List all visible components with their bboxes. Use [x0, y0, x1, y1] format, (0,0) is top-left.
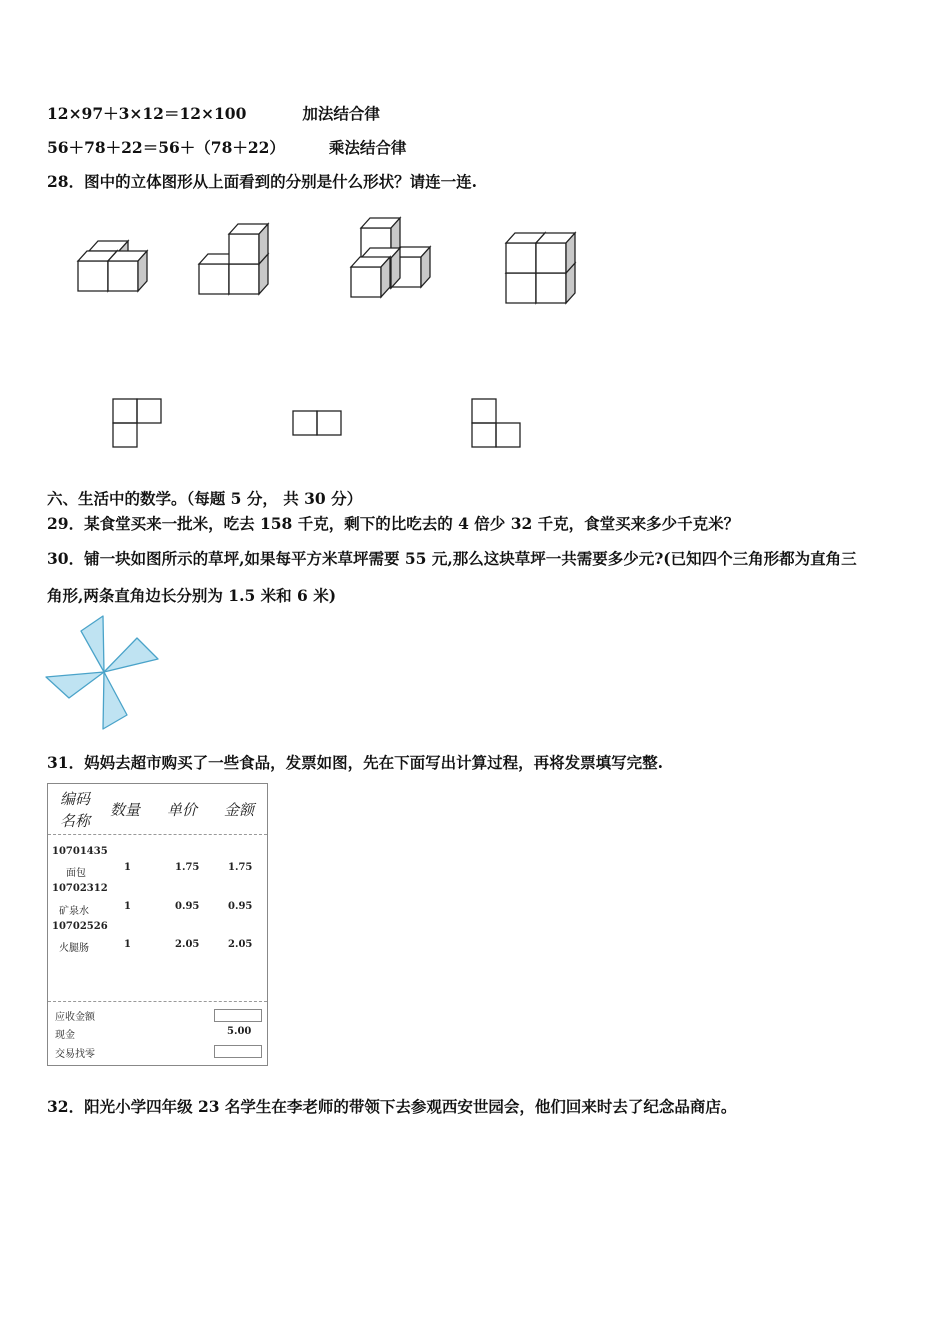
question-31: 31．妈妈去超市购买了一些食品，发票如图，先在下面写出计算过程，再将发票填写完整. — [47, 753, 663, 772]
receipt-item-code: 10701435 — [52, 846, 108, 857]
receipt-item-name: 火腿肠 — [59, 943, 89, 954]
receipt-item-code: 10702312 — [52, 883, 108, 894]
receipt-item-amount: 2.05 — [228, 939, 253, 950]
receipt-item-qty: 1 — [124, 901, 131, 912]
receipt-item-amount: 1.75 — [228, 862, 253, 873]
equation-2: 56＋78＋22＝56＋（78＋22） — [47, 138, 285, 157]
triangle-right — [104, 638, 158, 672]
law-1: 加法结合律 — [302, 104, 380, 123]
section-6-heading: 六、生活中的数学。（每题 5 分， 共 30 分） — [47, 489, 363, 508]
question-28: 28．图中的立体图形从上面看到的分别是什么形状？请连一连. — [47, 172, 477, 191]
receipt-item-price: 0.95 — [175, 901, 200, 912]
receipt-price-label: 单价 — [167, 801, 198, 819]
question-32: 32．阳光小学四年级 23 名学生在李老师的带领下去参观西安世园会，他们回来时去了纪念品商店。 — [47, 1097, 737, 1116]
receipt-item-qty: 1 — [124, 939, 131, 950]
receipt — [47, 783, 268, 1066]
receipt-item-amount: 0.95 — [228, 901, 253, 912]
receipt-change-input[interactable] — [214, 1045, 262, 1058]
receipt-change-label: 交易找零 — [55, 1049, 95, 1060]
receipt-cash-label: 现金 — [55, 1030, 75, 1041]
question-30-line-1: 30．铺一块如图所示的草坪,如果每平方米草坪需要 55 元,那么这块草坪一共需要多少元?(已知四个三角形都为直角三 — [47, 549, 857, 568]
question-30-line-2: 角形,两条直角边长分别为 1.5 米和 6 米) — [47, 586, 337, 605]
receipt-qty-label: 数量 — [110, 801, 141, 819]
equation-1: 12×97＋3×12＝12×100 — [47, 104, 247, 123]
receipt-name-label: 名称 — [60, 812, 91, 830]
receipt-item-name: 矿泉水 — [59, 906, 89, 917]
receipt-cash-value: 5.00 — [227, 1026, 252, 1037]
question-29: 29．某食堂买来一批米，吃去 158 千克，剩下的比吃去的 4 倍少 32 千克，食堂买来多少千克米？ — [47, 514, 740, 533]
receipt-item-name: 面包 — [66, 868, 86, 879]
receipt-amount-label: 金额 — [224, 801, 255, 819]
receipt-code-label: 编码 — [60, 790, 91, 808]
receipt-due-label: 应收金额 — [55, 1012, 95, 1023]
receipt-due-input[interactable] — [214, 1009, 262, 1022]
receipt-item-qty: 1 — [124, 862, 131, 873]
receipt-divider-top — [48, 834, 267, 835]
receipt-item-code: 10702526 — [52, 921, 108, 932]
receipt-item-price: 2.05 — [175, 939, 200, 950]
triangle-bottom — [103, 672, 127, 729]
triangle-top — [81, 616, 104, 672]
law-2: 乘法结合律 — [328, 138, 407, 157]
receipt-divider-bottom — [48, 1001, 267, 1002]
receipt-item-price: 1.75 — [175, 862, 200, 873]
triangle-left — [46, 672, 104, 698]
